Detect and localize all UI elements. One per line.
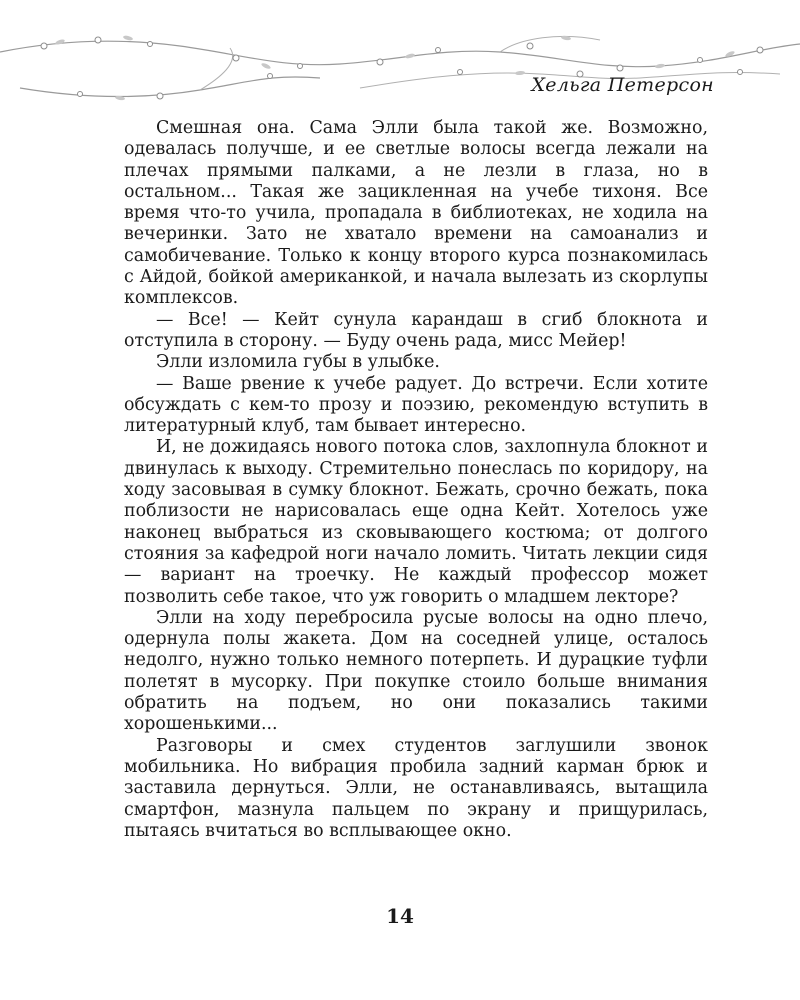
paragraph: — Все! — Кейт сунула карандаш в сгиб блокнота и отступила в сторону. — Буду очень рада, мисс Мейер! xyxy=(124,309,708,351)
author-name: Хельга Петерсон xyxy=(531,74,714,96)
page-number: 14 xyxy=(386,904,414,928)
chapter-text xyxy=(124,118,708,842)
paragraph: И, не дожидаясь нового потока слов, захлопнула блокнот и двинулась к выходу. Стремительно понеслась по коридору, на ходу засовывая в сумку блокнот. Бежать, срочно бежать, пока поблизости не нарисовалась еще одна Кейт. Хотелось уже наконец выбраться из сковывающего костюма; от долгого стояния за кафедрой ноги начало ломить. Читать лекции сидя — вариант на троечку. Не каждый профессор может позволить себе такое, что уж говорить о младшем лекторе? xyxy=(124,437,708,607)
paragraph: — Ваше рвение к учебе радует. До встречи. Если хотите обсуждать с кем-то прозу и поэзию, рекомендую вступить в литературный клуб, там бывает интересно. xyxy=(124,373,708,437)
paragraph: Элли изломила губы в улыбке. xyxy=(156,352,440,373)
paragraph: Разговоры и смех студентов заглушили звонок мобильника. Но вибрация пробила задний карман брюк и заставила дернуться. Элли, не останавливаясь, вытащила смартфон, мазнула пальцем по экрану и прищурилась, пытаясь вчитаться во всплывающее окно. xyxy=(124,735,708,841)
paragraph: Элли на ходу перебросила русые волосы на одно плечо, одернула полы жакета. Дом на соседней улице, осталось недолго, нужно только немного потерпеть. И дурацкие туфли полетят в мусорку. При покупке стоило больше внимания обратить на подъем, но они показались такими хорошенькими... xyxy=(124,607,708,735)
paragraph: Смешная она. Сама Элли была такой же. Возможно, одевалась получше, и ее светлые волосы всегда лежали на плечах прямыми палками, а не лезли в глаза, но в остальном... Такая же зацикленная на учебе тихоня. Все время что-то учила, пропадала в библиотеках, не ходила на вечеринки. Зато не хватало времени на самоанализ и самобичевание. Только к концу второго курса познакомилась с Айдой, бойкой американкой, и начала вылезать из скорлупы комплексов. xyxy=(124,118,708,309)
